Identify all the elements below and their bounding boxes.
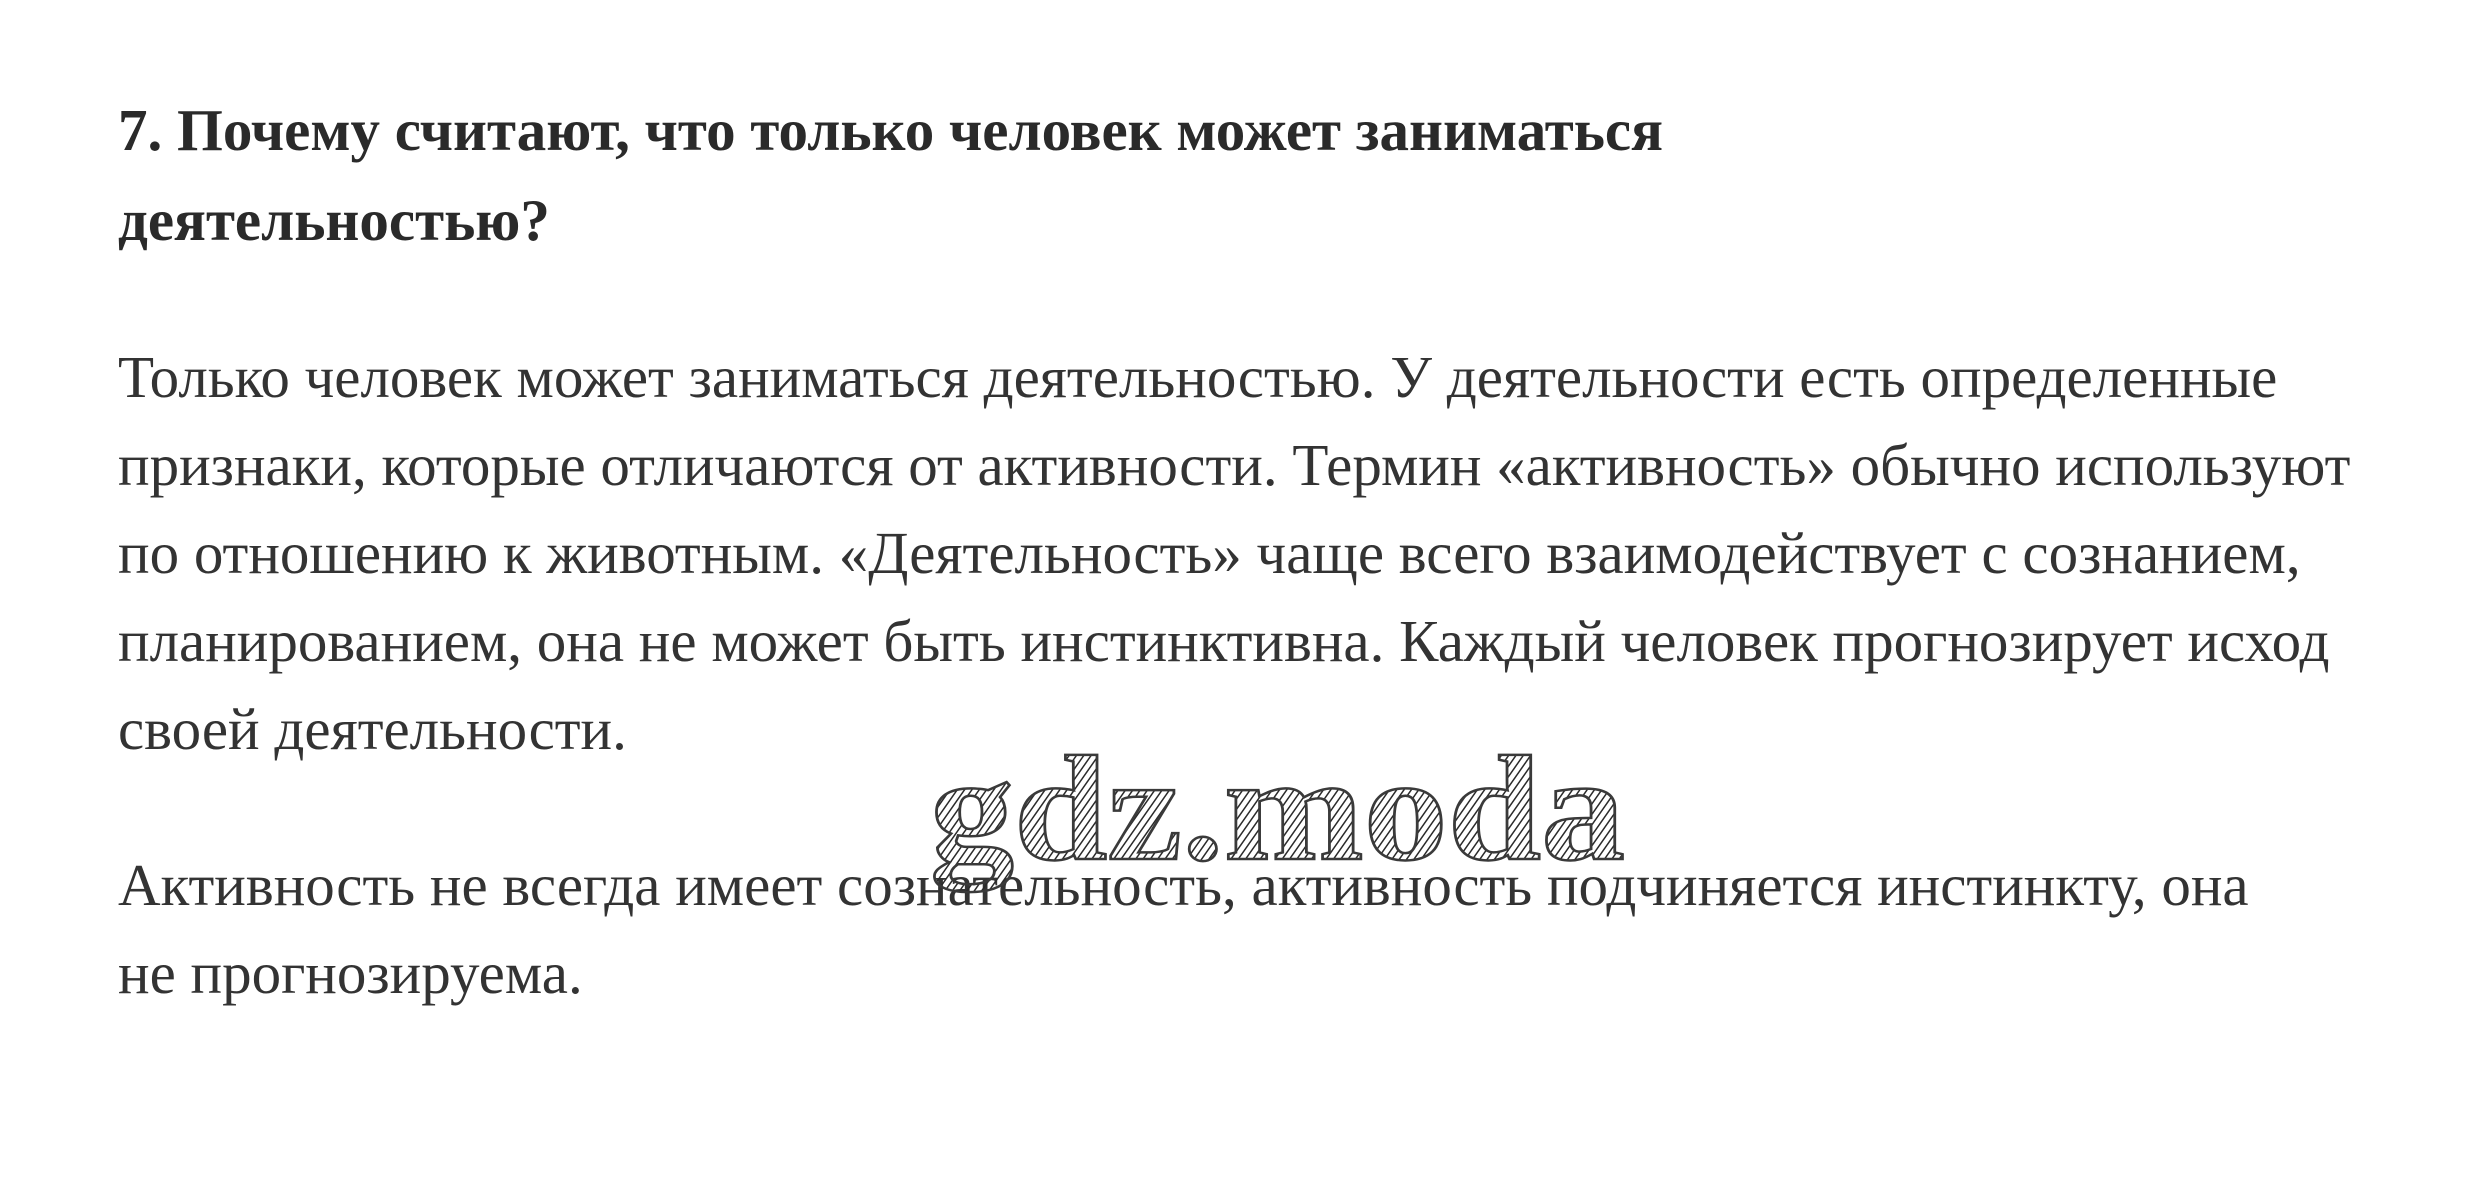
answer-paragraph-2: Активность не всегда имеет сознательность, активность подчиняется инстинкту, она не прогнозируема. xyxy=(118,852,2249,1006)
question-heading: 7. Почему считают, что только человек может заниматься деятельностью? xyxy=(118,97,1664,253)
answer-paragraph-1: Только человек может заниматься деятельностью. У деятельности есть определенные признаки, которые отличаются от активности. Термин «активность» обычно используют по отношению к животным. «Деятельность» чаще всего взаимодействует с сознанием, планированием, она не может быть инстинктивна. Каждый человек прогнозирует исход своей деятельности. xyxy=(118,344,2351,762)
watermark-logo xyxy=(920,737,1640,927)
watermark-text: gdz.moda xyxy=(930,737,1625,892)
